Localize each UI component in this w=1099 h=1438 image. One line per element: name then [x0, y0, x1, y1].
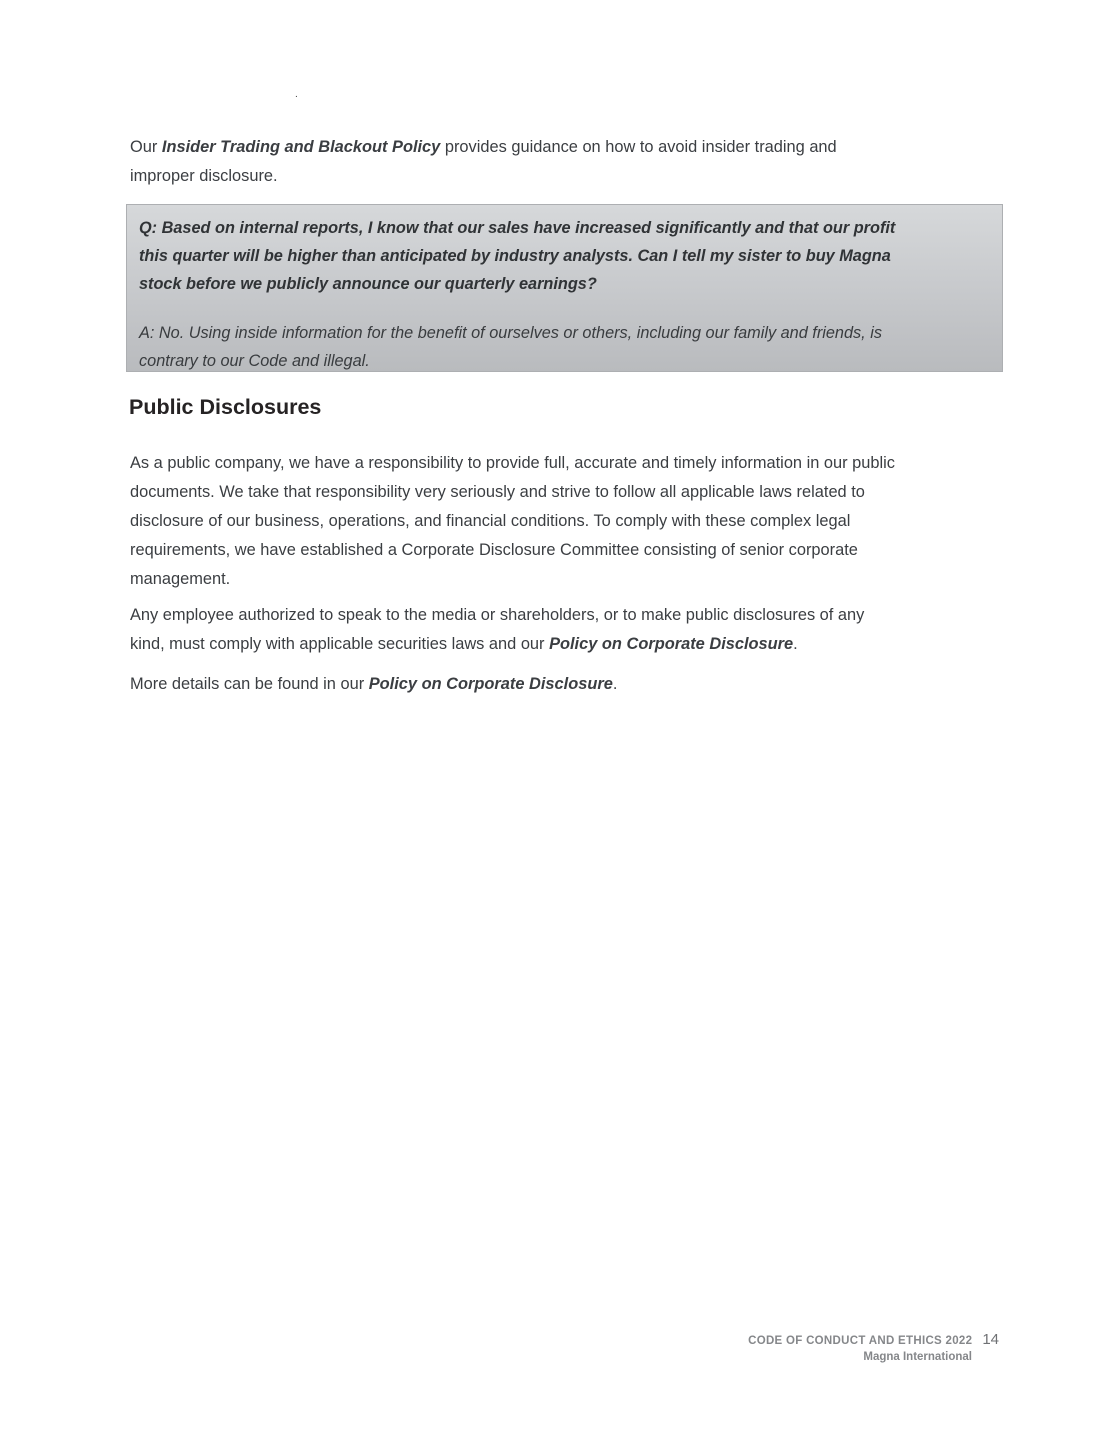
answer-text: [139, 319, 990, 375]
footer-title-row: [748, 1331, 999, 1348]
intro-text-post: provides guidance on how to avoid insider trading and: [440, 138, 837, 156]
details-text-pre: More details can be found in our: [130, 675, 369, 693]
employee-text-post: .: [793, 635, 798, 653]
corporate-disclosure-policy-name: Policy on Corporate Disclosure: [368, 675, 613, 693]
intro-paragraph: [130, 133, 837, 191]
section-heading: Public Disclosures: [129, 395, 322, 419]
footer-document-title: CODE OF CONDUCT AND ETHICS 2022: [748, 1335, 973, 1347]
paragraph-line: disclosure of our business, operations, and financial conditions. To comply with these complex legal: [130, 512, 851, 530]
paragraph-line: [130, 630, 864, 659]
paragraph-line: requirements, we have established a Corporate Disclosure Committee consisting of senior corporate: [130, 541, 858, 559]
insider-trading-policy-name: Insider Trading and Blackout Policy: [161, 138, 441, 156]
footer-company-row: [748, 1351, 972, 1363]
intro-line-1: [130, 133, 837, 162]
paragraph-line: documents. We take that responsibility very seriously and strive to follow all applicable laws related to: [130, 483, 865, 501]
stray-dot-artifact: .: [295, 89, 298, 100]
paragraph-line: [130, 670, 617, 699]
intro-text-pre: Our: [130, 138, 162, 156]
qa-callout-box: [126, 204, 1003, 372]
answer-line: contrary to our Code and illegal.: [139, 352, 370, 370]
page-number: 14: [982, 1331, 999, 1348]
details-text-post: .: [612, 675, 618, 693]
employee-text-pre: kind, must comply with applicable securities laws and our: [130, 635, 550, 653]
question-text: [139, 214, 990, 298]
question-line: this quarter will be higher than anticipated by industry analysts. Can I tell my sister to buy Magna: [139, 247, 891, 265]
corporate-disclosure-policy-name: Policy on Corporate Disclosure: [549, 635, 794, 653]
intro-line-2: improper disclosure.: [130, 167, 278, 185]
footer-company-name: Magna International: [863, 1351, 972, 1363]
answer-line: A: No. Using inside information for the benefit of ourselves or others, including our family and friends, is: [139, 324, 882, 342]
paragraph-line: management.: [130, 570, 231, 588]
question-line: stock before we publicly announce our quarterly earnings?: [139, 275, 597, 293]
more-details-paragraph: [130, 670, 617, 699]
question-line: Q: Based on internal reports, I know that our sales have increased significantly and that our profit: [139, 219, 896, 237]
page-footer: [748, 1331, 999, 1363]
public-disclosures-paragraph: [130, 449, 895, 594]
employee-authorization-paragraph: [130, 601, 864, 659]
paragraph-line: As a public company, we have a responsibility to provide full, accurate and timely information in our public: [130, 454, 895, 472]
paragraph-line: Any employee authorized to speak to the media or shareholders, or to make public disclosures of any: [130, 606, 865, 624]
